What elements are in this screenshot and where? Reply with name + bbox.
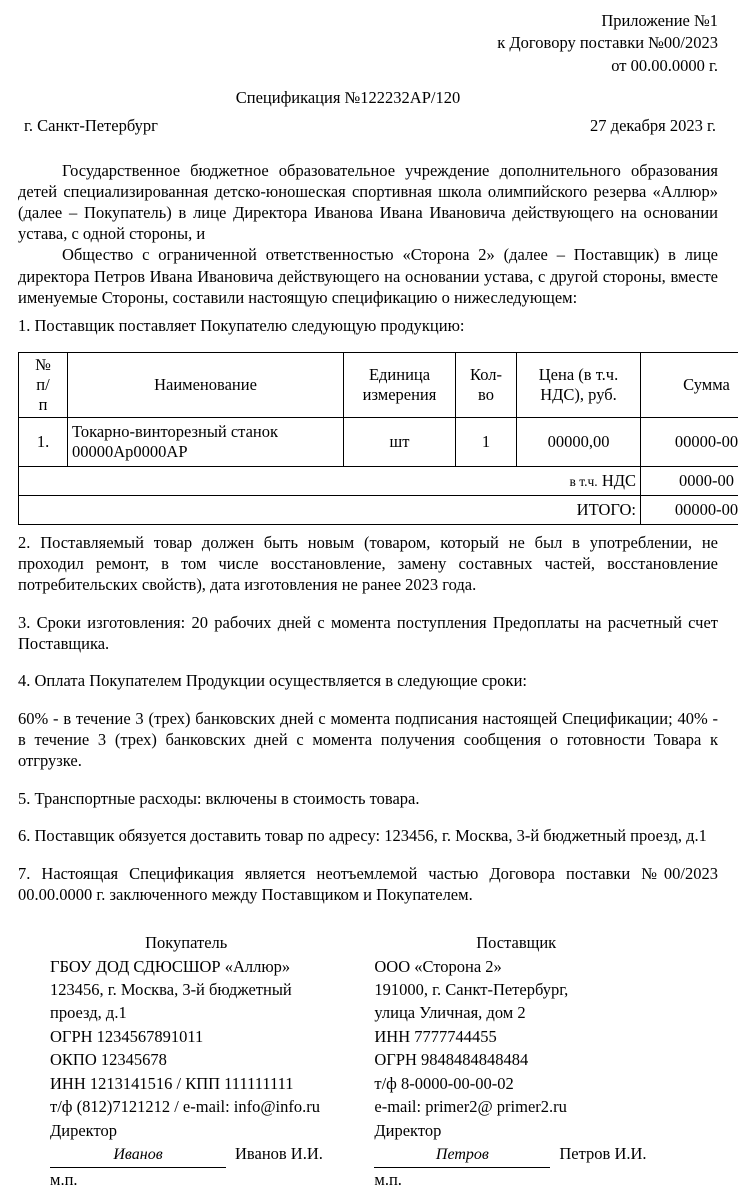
clause-6: 6. Поставщик обязуется доставить товар по адресу: 123456, г. Москва, 3-й бюджетный проезд, д.1	[18, 825, 718, 846]
city-date-row	[18, 115, 718, 136]
product-name-line-2: 00000Ap0000AP	[72, 442, 339, 462]
supplier-heading: Поставщик	[374, 931, 718, 954]
parties-block	[18, 160, 718, 308]
supplier-organization-name: ООО «Сторона 2»	[374, 955, 718, 978]
goods-table	[18, 352, 738, 524]
goods-table-body	[19, 417, 738, 524]
col-num-line-3: п	[23, 395, 63, 415]
vat-label-cell	[19, 466, 641, 495]
column-header-price	[517, 353, 641, 417]
clause-1: 1. Поставщик поставляет Покупателю следующую продукцию:	[18, 315, 718, 336]
col-price-line-1: Цена (в т.ч.	[521, 365, 636, 385]
supplier-ogrn: ОГРН 9848484848484	[374, 1048, 718, 1071]
vat-label-small: в т.ч.	[570, 474, 598, 489]
buyer-ogrn: ОГРН 1234567891011	[50, 1025, 368, 1048]
clause-5: 5. Транспортные расходы: включены в стоимость товара.	[18, 788, 718, 809]
cell-quantity: 1	[456, 417, 517, 466]
supplier-address-line-1: 191000, г. Санкт-Петербург,	[374, 978, 718, 1001]
col-qty-line-2: во	[460, 385, 512, 405]
buyer-organization-name: ГБОУ ДОД СДЮСШОР «Аллюр»	[50, 955, 368, 978]
clause-7: 7. Настоящая Спецификация является неотъемлемой частью Договора поставки №00/2023 00.00.0000 г. заключенного между Поставщиком и Покупателем.	[18, 863, 718, 905]
supplier-position: Директор	[374, 1119, 718, 1142]
clause-4-detail: 60% - в течение 3 (трех) банковских дней с момента подписания настоящей Спецификации; 40% - в течение 3 (трех) банковских дней с момента получения сообщения о готовности Товара к отгрузке.	[18, 708, 718, 771]
supplier-paragraph: Общество с ограниченной ответственностью «Сторона 2» (далее – Поставщик) в лице директора Петров Ивана Ивановича действующего на основании устава, с другой стороны, вместе именуемые Стороны, составили настоящую спецификацию о нижеследующем:	[18, 244, 718, 307]
appendix-number: Приложение №1	[18, 10, 718, 32]
table-header-row	[19, 353, 738, 417]
col-qty-line-1: Кол-	[460, 365, 512, 385]
supplier-phone: т/ф 8-0000-00-00-02	[374, 1072, 718, 1095]
signature-column-buyer	[18, 931, 368, 1191]
cell-row-number: 1.	[19, 417, 68, 466]
buyer-signature: Иванов	[50, 1144, 226, 1168]
supplier-signature-line	[374, 1142, 718, 1168]
col-num-line-2: п/	[23, 375, 63, 395]
total-value: 00000-00	[641, 495, 738, 524]
column-header-unit	[344, 353, 456, 417]
buyer-inn-kpp: ИНН 1213141516 / КПП 111111111	[50, 1072, 368, 1095]
buyer-signature-line	[50, 1142, 368, 1168]
document-date: 27 декабря 2023 г.	[590, 115, 716, 136]
buyer-okpo: ОКПО 12345678	[50, 1048, 368, 1071]
total-label: ИТОГО:	[19, 495, 641, 524]
vat-value: 0000-00	[641, 466, 738, 495]
buyer-stamp-mark: м.п.	[50, 1168, 368, 1191]
cell-price: 00000,00	[517, 417, 641, 466]
product-name-line-1: Токарно-винторезный станок	[72, 422, 339, 442]
column-header-name: Наименование	[68, 353, 344, 417]
contract-date: от 00.00.0000 г.	[18, 55, 718, 77]
vat-label: НДС	[602, 471, 636, 490]
buyer-heading: Покупатель	[50, 931, 368, 954]
goods-table-header	[19, 353, 738, 417]
supplier-stamp-mark: м.п.	[374, 1168, 718, 1191]
buyer-signer-name: Иванов И.И.	[235, 1142, 323, 1165]
column-header-number	[19, 353, 68, 417]
buyer-address-line-1: 123456, г. Москва, 3-й бюджетный	[50, 978, 368, 1001]
buyer-position: Директор	[50, 1119, 368, 1142]
supplier-inn: ИНН 7777744455	[374, 1025, 718, 1048]
clause-4: 4. Оплата Покупателем Продукции осуществляется в следующие сроки:	[18, 670, 718, 691]
specification-title: Спецификация №122232АР/120	[18, 87, 718, 108]
buyer-paragraph: Государственное бюджетное образовательное учреждение дополнительного образования детей специализированная детско-юношеская спортивная школа олимпийского резерва «Аллюр» (далее – Покупатель) в лице Директора Иванова Ивана Ивановича действующего на основании устава, с одной стороны, и	[18, 160, 718, 244]
supplier-address-line-2: улица Уличная, дом 2	[374, 1001, 718, 1024]
supplier-email: e-mail: primer2@ primer2.ru	[374, 1095, 718, 1118]
city-label: г. Санкт-Петербург	[24, 115, 158, 136]
table-row-total	[19, 495, 738, 524]
contract-reference: к Договору поставки №00/2023	[18, 32, 718, 54]
table-row-vat	[19, 466, 738, 495]
supplier-signature: Петров	[374, 1144, 550, 1168]
signature-column-supplier	[368, 931, 718, 1191]
column-header-sum: Сумма	[641, 353, 738, 417]
signature-block	[18, 931, 718, 1191]
table-row	[19, 417, 738, 466]
col-num-line-1: №	[23, 355, 63, 375]
clause-3: 3. Сроки изготовления: 20 рабочих дней с момента поступления Предоплаты на расчетный счет Поставщика.	[18, 612, 718, 654]
clause-2: 2. Поставляемый товар должен быть новым (товаром, который не был в употреблении, не проходил ремонт, в том числе восстановление, замену составных частей, восстановление потребительских свойств), дата изготовления не ранее 2023 года.	[18, 532, 718, 595]
buyer-address-line-2: проезд, д.1	[50, 1001, 368, 1024]
cell-sum: 00000-00	[641, 417, 738, 466]
buyer-phone-email: т/ф (812)7121212 / e-mail: info@info.ru	[50, 1095, 368, 1118]
col-unit-line-2: измерения	[348, 385, 451, 405]
col-unit-line-1: Единица	[348, 365, 451, 385]
cell-product-name	[68, 417, 344, 466]
supplier-signer-name: Петров И.И.	[559, 1142, 646, 1165]
col-price-line-2: НДС), руб.	[521, 385, 636, 405]
document-header-right	[18, 10, 718, 77]
column-header-quantity	[456, 353, 517, 417]
cell-unit: шт	[344, 417, 456, 466]
